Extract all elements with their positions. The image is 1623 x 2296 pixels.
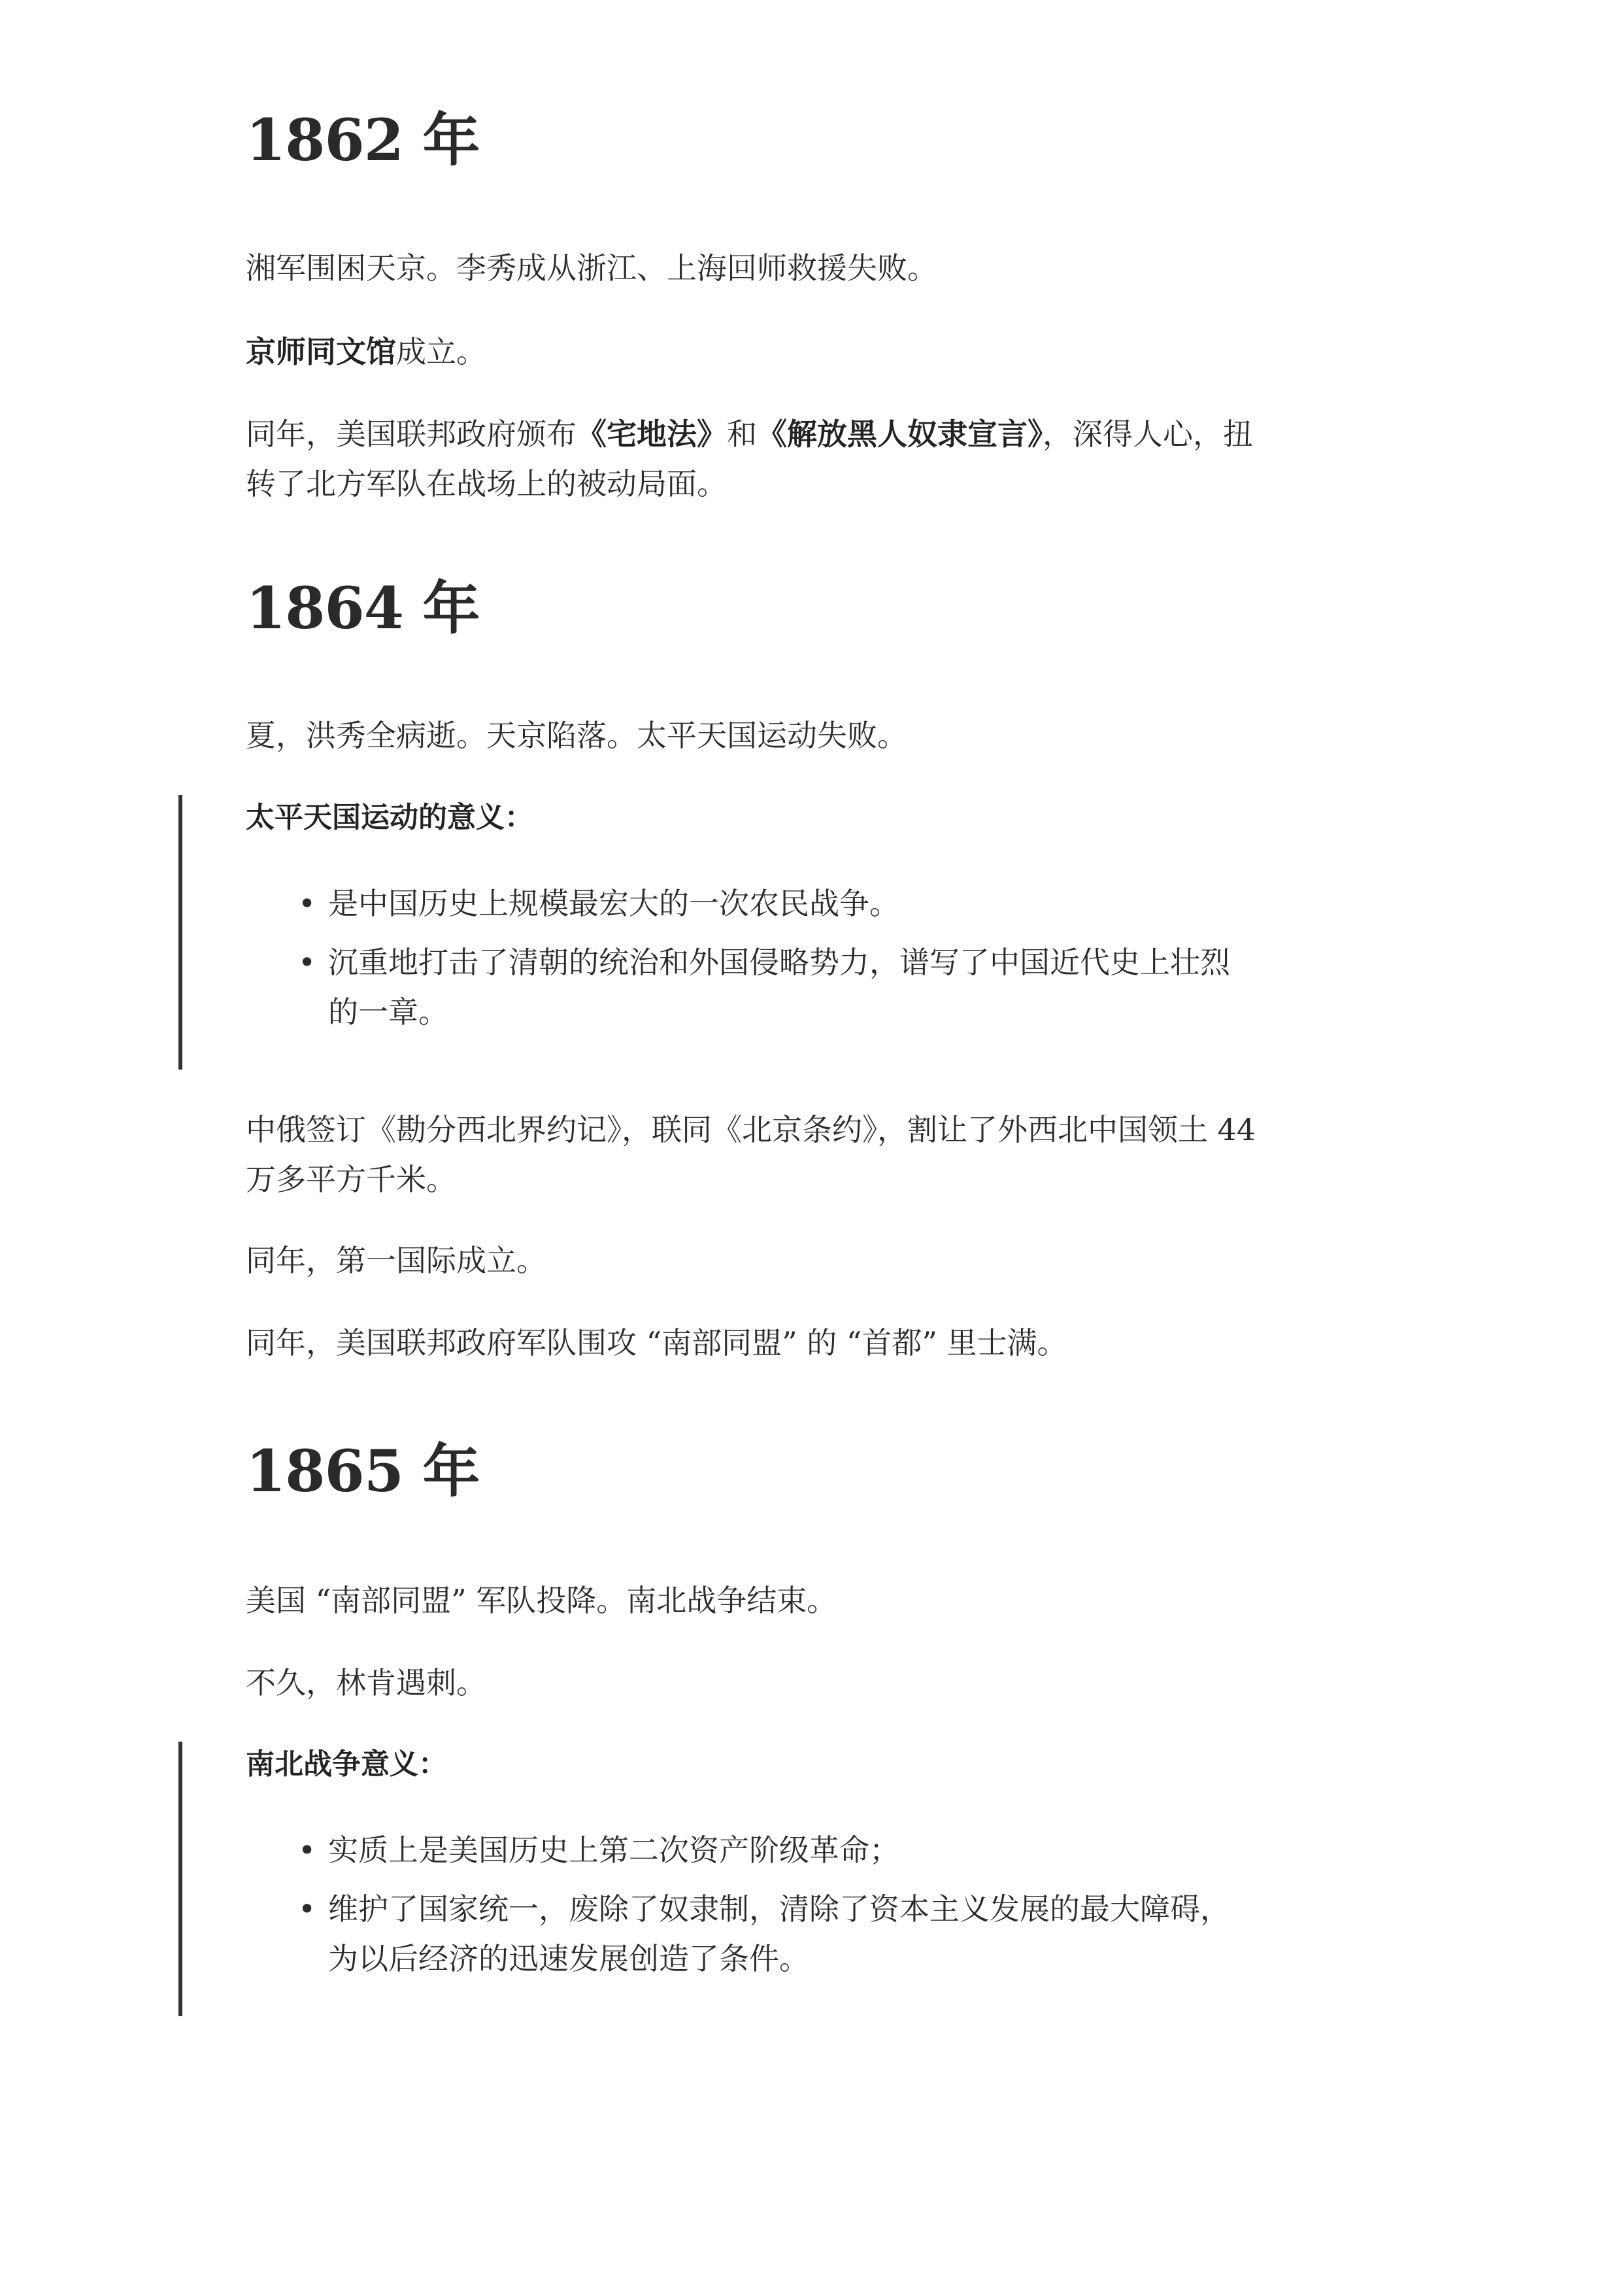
bullet-dot: •	[298, 1891, 316, 1927]
paragraph-text: 万多平方千米。	[246, 1162, 456, 1197]
paragraph-1864-first-international: 同年，第一国际成立。	[246, 1243, 546, 1278]
list-item-text: 的一章。	[328, 994, 448, 1030]
bullet-list	[246, 879, 1318, 1037]
list-item-text: 是中国历史上规模最宏大的一次农民战争。	[328, 886, 899, 921]
paragraph-1864-richmond: 同年，美国联邦政府军队围攻 “南部同盟” 的 “首都” 里士满。	[246, 1325, 1067, 1360]
list-item	[246, 937, 1309, 1037]
bold-term: 《宅地法》	[577, 416, 727, 452]
year-heading-1865: 1865 年	[246, 1437, 480, 1505]
paragraph-1864-hong: 夏，洪秀全病逝。天京陷落。太平天国运动失败。	[246, 718, 907, 753]
list-item-text: 沉重地打击了清朝的统治和外国侵略势力，谱写了中国近代史上壮烈	[328, 945, 1230, 980]
bold-term: 京师同文馆	[246, 334, 396, 369]
year-heading-1864: 1864 年	[246, 574, 480, 642]
blockquote-title: 太平天国运动的意义：	[246, 801, 533, 834]
paragraph-1862-xiangjun: 湘军围困天京。李秀成从浙江、上海回师救援失败。	[246, 250, 937, 286]
list-item-text: 维护了国家统一，废除了奴隶制，清除了资本主义发展的最大障碍，	[328, 1891, 1230, 1927]
paragraph-text: 中俄签订《勘分西北界约记》，联同《北京条约》，割让了外西北中国领土 44	[246, 1112, 1256, 1147]
bullet-dot: •	[298, 1832, 316, 1868]
list-item-text: 实质上是美国历史上第二次资产阶级革命；	[328, 1832, 899, 1868]
year-heading-1862: 1862 年	[246, 106, 480, 174]
paragraph-text: 转了北方军队在战场上的被动局面。	[246, 466, 727, 501]
paragraph-text: 同年，美国联邦政府颁布	[246, 416, 577, 452]
paragraph-1862-us-acts	[246, 409, 1396, 509]
list-item-text: 为以后经济的迅速发展创造了条件。	[328, 1941, 809, 1976]
paragraph-1864-treaty	[246, 1105, 1396, 1204]
paragraph-1865-surrender: 美国 “南部同盟” 军队投降。南北战争结束。	[246, 1583, 837, 1618]
bullet-dot: •	[298, 886, 316, 921]
paragraph-text: 和	[727, 416, 757, 452]
paragraph-text: 成立。	[396, 334, 486, 369]
bold-term: 《解放黑人奴隶宣言》	[757, 416, 1043, 452]
paragraph-text: ，深得人心，扭	[1043, 416, 1253, 452]
list-item	[246, 879, 1309, 928]
bullet-dot: •	[298, 945, 316, 980]
paragraph-1865-lincoln: 不久，林肯遇刺。	[246, 1665, 486, 1700]
blockquote-title: 南北战争意义：	[246, 1747, 447, 1781]
blockquote-taiping-significance	[178, 795, 1411, 1070]
list-item	[246, 1825, 1309, 1875]
bullet-list	[246, 1825, 1318, 1984]
list-item	[246, 1884, 1309, 1984]
paragraph-1862-tongwenguan	[246, 327, 1396, 377]
blockquote-civil-war-significance	[178, 1742, 1411, 2016]
